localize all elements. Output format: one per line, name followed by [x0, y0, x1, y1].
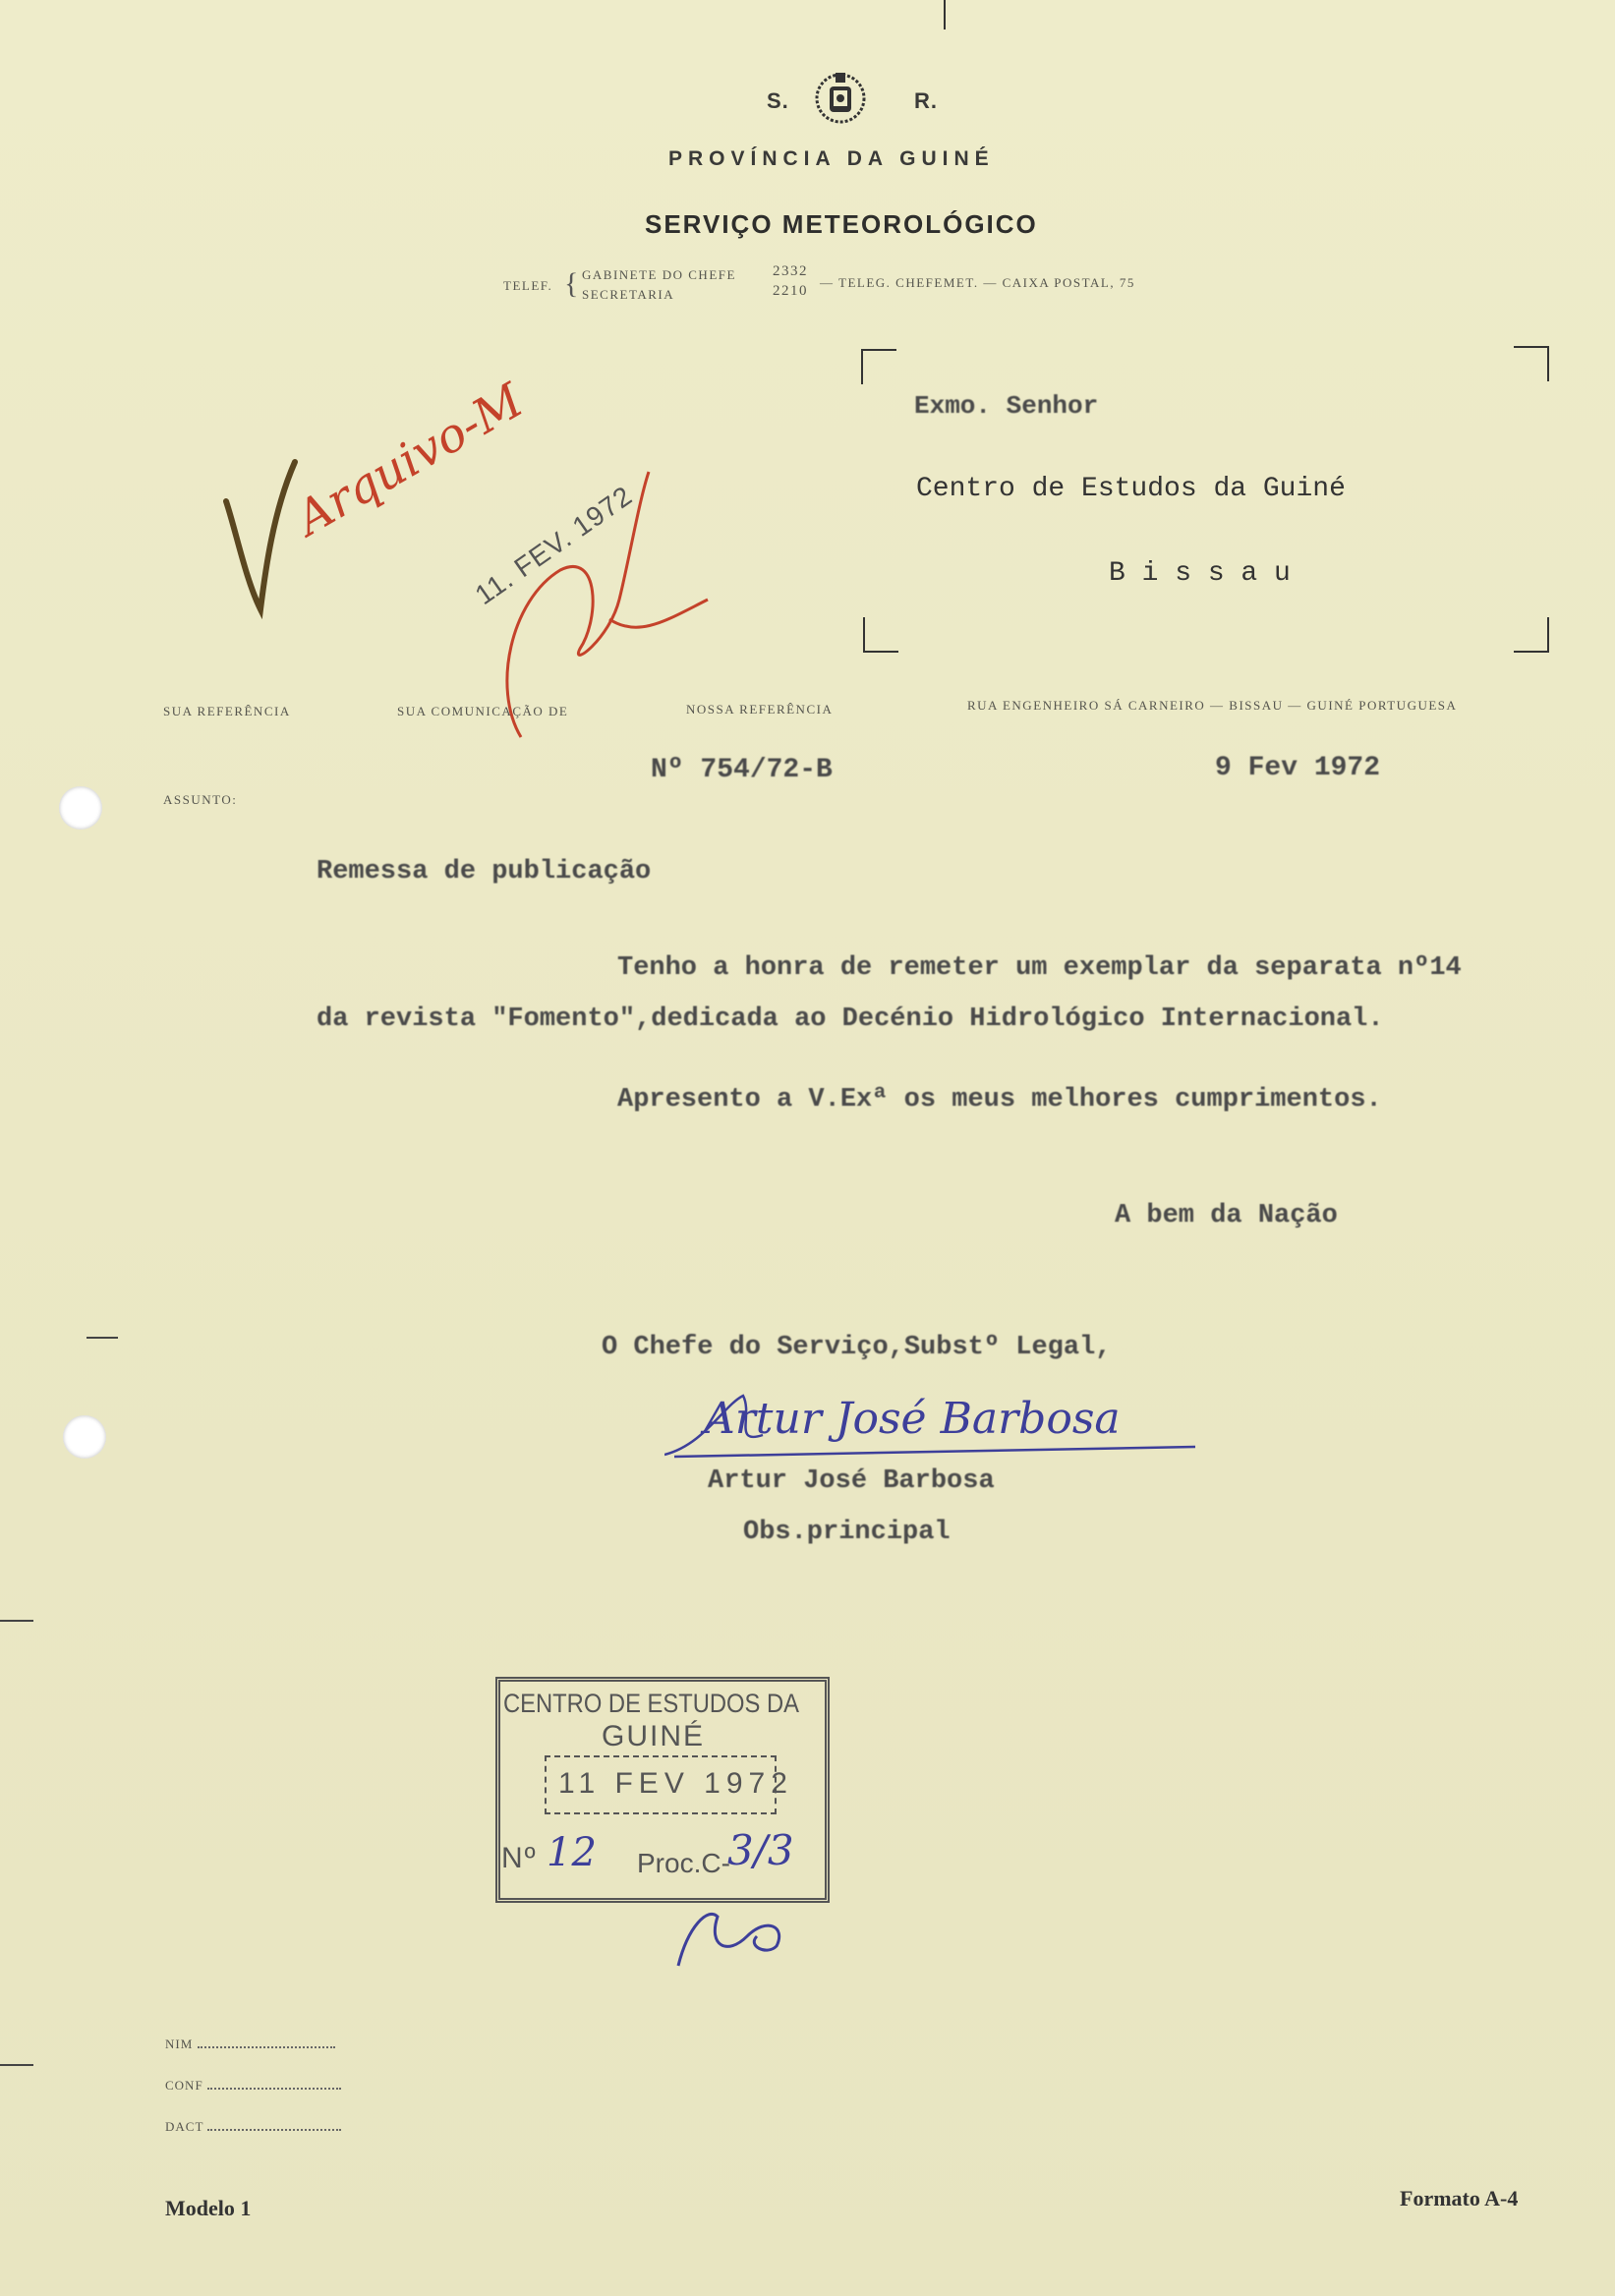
- stamp-proc-label: Proc.C-: [637, 1848, 730, 1878]
- stamp-initials-scribble: [668, 1897, 806, 1980]
- field-conf: [165, 2078, 341, 2094]
- stamp-no-label: Nº: [501, 1842, 538, 1874]
- reference-number: Nº 754/72-B: [651, 755, 833, 785]
- telegram-caixa: — TELEG. CHEFEMET. — CAIXA POSTAL, 75: [820, 275, 1135, 290]
- recipient-city: B i s s a u: [1109, 558, 1291, 589]
- signature-script: Artur José Barbosa: [704, 1394, 1121, 1444]
- label-sua-referencia: SUA REFERÊNCIA: [163, 704, 291, 718]
- top-edge-mark: [944, 0, 946, 29]
- monogram-left: S.: [767, 88, 789, 113]
- handwritten-signature: [664, 1386, 1205, 1464]
- address-corner-br: [1514, 617, 1549, 653]
- closing-line: A bem da Nação: [1115, 1201, 1338, 1231]
- received-date-stamp: 11. FEV. 1972: [469, 480, 638, 611]
- model-label: Modelo 1: [165, 2196, 252, 2220]
- field-nim: [165, 2037, 335, 2052]
- field-nim-label: NIM: [165, 2037, 194, 2051]
- field-dact: [165, 2119, 341, 2135]
- coat-of-arms-icon: [810, 67, 871, 130]
- service-heading: SERVIÇO METEOROLÓGICO: [645, 209, 1038, 239]
- field-nim-line: [198, 2046, 335, 2048]
- margin-tick-1: [87, 1337, 118, 1339]
- stamp-no-value: 12: [547, 1830, 597, 1875]
- letter-date: 9 Fev 1972: [1215, 753, 1381, 783]
- recipient-salutation: Exmo. Senhor: [914, 391, 1099, 421]
- body-paragraph1-line2: da revista "Fomento",dedicada ao Decénio Hidrológico Internacional.: [317, 1004, 1384, 1034]
- address-corner-tl: [861, 349, 896, 384]
- punch-hole-bottom: [63, 1415, 106, 1459]
- telef-line2-label: SECRETARIA: [582, 287, 675, 302]
- format-label: Formato A-4: [1400, 2186, 1519, 2210]
- address-corner-tr: [1514, 346, 1549, 381]
- label-assunto: ASSUNTO:: [163, 792, 238, 807]
- stamp-line2: GUINÉ: [602, 1720, 706, 1752]
- stamp-proc-value: 3/3: [727, 1826, 794, 1874]
- signatory-position: Obs.principal: [743, 1518, 951, 1547]
- handwritten-check-mark: [216, 452, 315, 624]
- label-nossa-referencia: NOSSA REFERÊNCIA: [686, 702, 834, 717]
- punch-hole-top: [59, 786, 102, 830]
- brace-icon: {: [564, 267, 579, 300]
- stamp-line1: CENTRO DE ESTUDOS DA: [503, 1689, 800, 1718]
- field-conf-label: CONF: [165, 2078, 203, 2093]
- telef-label: TELEF.: [503, 278, 553, 293]
- margin-tick-2: [0, 1620, 33, 1622]
- signatory-title: O Chefe do Serviço,Substº Legal,: [602, 1333, 1112, 1362]
- telef-line2-number: 2210: [773, 283, 808, 299]
- address-corner-bl: [863, 617, 898, 653]
- red-handwritten-note: Arquivo-M: [287, 373, 533, 546]
- body-paragraph2: Apresento a V.Exª os meus melhores cumprimentos.: [617, 1085, 1382, 1115]
- field-dact-line: [207, 2129, 341, 2131]
- letter-subject: Remessa de publicação: [317, 857, 652, 887]
- telef-line1-label: GABINETE DO CHEFE: [582, 267, 736, 282]
- monogram-right: R.: [914, 88, 938, 113]
- province-heading: PROVÍNCIA DA GUINÉ: [668, 147, 995, 170]
- body-paragraph1-line1: Tenho a honra de remeter um exemplar da separata nº14: [617, 953, 1462, 983]
- margin-tick-3: [0, 2064, 33, 2066]
- stamp-date: 11 FEV 1972: [558, 1767, 793, 1800]
- office-address: RUA ENGENHEIRO SÁ CARNEIRO — BISSAU — GUINÉ PORTUGUESA: [967, 698, 1458, 713]
- recipient-name: Centro de Estudos da Guiné: [916, 474, 1346, 504]
- field-dact-label: DACT: [165, 2119, 204, 2134]
- signatory-name: Artur José Barbosa: [708, 1466, 995, 1496]
- label-sua-comunicacao: SUA COMUNICAÇÃO DE: [397, 704, 569, 718]
- field-conf-line: [207, 2088, 341, 2090]
- telef-line1-number: 2332: [773, 263, 808, 279]
